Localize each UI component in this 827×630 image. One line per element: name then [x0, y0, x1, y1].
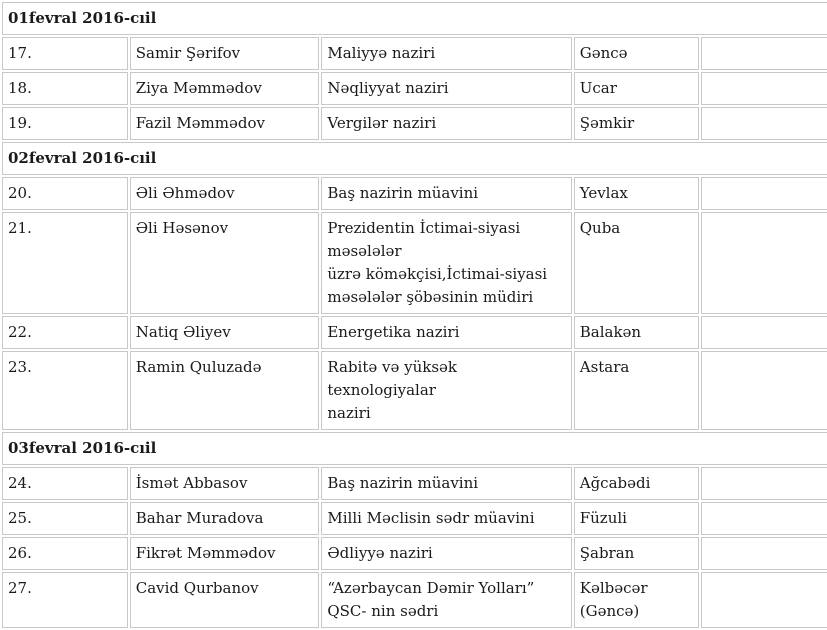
cell-num: 22. — [2, 316, 128, 349]
cell-position: Vergilər naziri — [321, 107, 571, 140]
cell-empty — [701, 37, 827, 70]
date-group-row — [2, 142, 827, 175]
cell-num: 27. — [2, 572, 128, 628]
cell-empty — [701, 502, 827, 535]
cell-position: Maliyyə naziri — [321, 37, 571, 70]
cell-position: “Azərbaycan Dəmir Yolları” QSC- nin sədri — [321, 572, 571, 628]
cell-position: Baş nazirin müavini — [321, 467, 571, 500]
cell-position: Prezidentin İctimai-siyasi məsələlər üzrə köməkçisi,İctimai-siyasi məsələlər şöbəsinin müdiri — [321, 212, 571, 314]
cell-name: Ramin Quluzadə — [130, 351, 320, 430]
cell-num: 19. — [2, 107, 128, 140]
cell-region: Füzuli — [574, 502, 700, 535]
cell-region: Ucar — [574, 72, 700, 105]
cell-num: 18. — [2, 72, 128, 105]
cell-name: Bahar Muradova — [130, 502, 320, 535]
cell-name: Natiq Əliyev — [130, 316, 320, 349]
cell-empty — [701, 177, 827, 210]
cell-num: 23. — [2, 351, 128, 430]
cell-empty — [701, 537, 827, 570]
cell-name: Cavid Qurbanov — [130, 572, 320, 628]
table-row — [2, 212, 827, 314]
table-row — [2, 502, 827, 535]
cell-name: Samir Şərifov — [130, 37, 320, 70]
cell-region: Yevlax — [574, 177, 700, 210]
cell-region: Ağcabədi — [574, 467, 700, 500]
cell-position: Ədliyyə naziri — [321, 537, 571, 570]
date-group-header: 02fevral 2016-cıil — [2, 142, 827, 175]
table-row — [2, 572, 827, 628]
table-row — [2, 537, 827, 570]
cell-name: İsmət Abbasov — [130, 467, 320, 500]
cell-position: Rabitə və yüksək texnologiyalar naziri — [321, 351, 571, 430]
cell-empty — [701, 467, 827, 500]
cell-position: Milli Məclisin sədr müavini — [321, 502, 571, 535]
table-row — [2, 107, 827, 140]
table-row — [2, 316, 827, 349]
date-group-row — [2, 2, 827, 35]
table-row — [2, 72, 827, 105]
table-row — [2, 177, 827, 210]
cell-name: Fazil Məmmədov — [130, 107, 320, 140]
cell-empty — [701, 72, 827, 105]
cell-empty — [701, 107, 827, 140]
table-row — [2, 351, 827, 430]
cell-empty — [701, 572, 827, 628]
cell-name: Əli Həsənov — [130, 212, 320, 314]
cell-position: Nəqliyyat naziri — [321, 72, 571, 105]
cell-num: 17. — [2, 37, 128, 70]
cell-region: Astara — [574, 351, 700, 430]
cell-region: Kəlbəcər (Gəncə) — [574, 572, 700, 628]
cell-empty — [701, 316, 827, 349]
cell-num: 21. — [2, 212, 128, 314]
table-row — [2, 467, 827, 500]
cell-name: Əli Əhmədov — [130, 177, 320, 210]
cell-region: Gəncə — [574, 37, 700, 70]
cell-region: Şabran — [574, 537, 700, 570]
cell-region: Şəmkir — [574, 107, 700, 140]
cell-region: Quba — [574, 212, 700, 314]
cell-num: 20. — [2, 177, 128, 210]
cell-region: Balakən — [574, 316, 700, 349]
cell-name: Ziya Məmmədov — [130, 72, 320, 105]
cell-name: Fikrət Məmmədov — [130, 537, 320, 570]
schedule-table-body — [2, 2, 827, 628]
date-group-row — [2, 432, 827, 465]
cell-num: 26. — [2, 537, 128, 570]
cell-empty — [701, 212, 827, 314]
cell-position: Baş nazirin müavini — [321, 177, 571, 210]
cell-num: 25. — [2, 502, 128, 535]
cell-empty — [701, 351, 827, 430]
cell-num: 24. — [2, 467, 128, 500]
date-group-header: 01fevral 2016-cıil — [2, 2, 827, 35]
cell-position: Energetika naziri — [321, 316, 571, 349]
date-group-header: 03fevral 2016-cıil — [2, 432, 827, 465]
table-row — [2, 37, 827, 70]
